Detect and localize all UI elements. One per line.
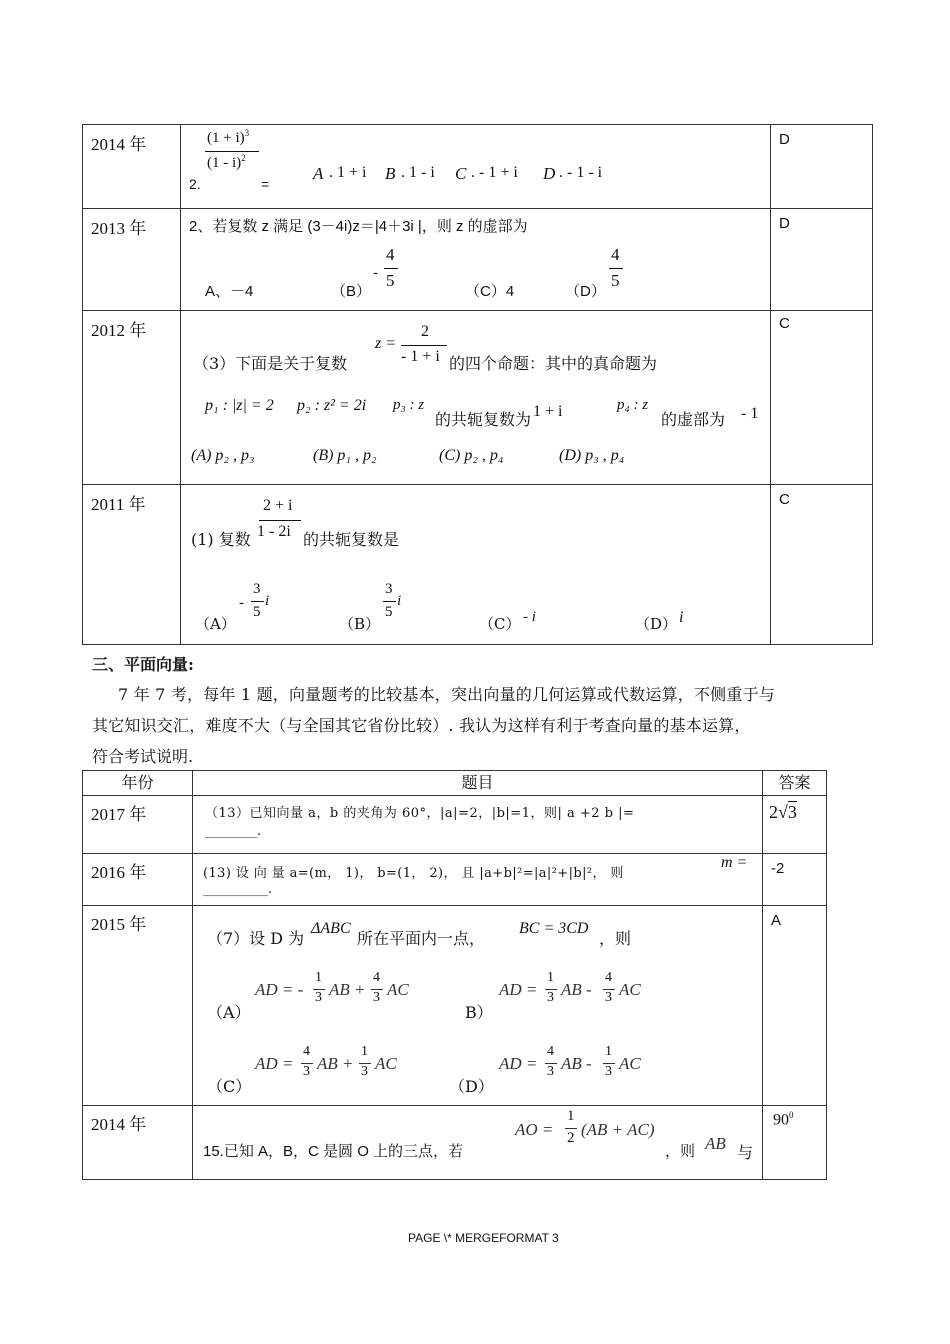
section-paragraph-line-2: 其它知识交汇，难度不大（与全国其它省份比较）. 我认为这样有利于考查向量的基本运算， <box>92 716 751 735</box>
option-d: （D） <box>565 283 606 300</box>
choice-d: (D) p₃ , p₄ <box>559 447 625 464</box>
year-cell: 2013 年 <box>91 219 147 238</box>
question-text: （13）已知向量 a，b 的夹角为 60°，|a|=2，|b|=1，则| a +2 b |= <box>205 806 635 821</box>
answer-cell: C <box>779 491 790 508</box>
section-paragraph-line-3: 符合考试说明. <box>92 747 194 766</box>
year-cell: 2012 年 <box>91 321 147 340</box>
table-row: 2015 年 （7）设 D 为 ΔABC 所在平面内一点， BC = 3CD ，则 （A） AD = - 1 3 AB + 4 3 AC B） AD = 1 3 AB - 4 3 AC （C） AD = 4 3 AB + 1 3 AC （D） AD = 4 3 AB - 1 3 AC A <box>83 906 827 1106</box>
table-row: 2014 年 $(1 + i)^3$ (1 - i)$^2$ 2. = A . 1 + i B . 1 - i C . - 1 + i D . - 1 - i D <box>83 125 873 209</box>
option-c: （C） <box>207 1077 252 1096</box>
page-footer: PAGE \* MERGEFORMAT 3 <box>408 1231 559 1245</box>
year-cell: 2014 年 <box>91 135 147 154</box>
year-cell: 2017 年 <box>91 805 147 824</box>
question-text-pre: （3）下面是关于复数 <box>193 354 348 373</box>
option-b: B） <box>465 1003 493 1022</box>
answer-cell: 2√3 <box>769 802 797 822</box>
section-heading: 三、平面向量: <box>92 655 194 674</box>
option-a: （A） <box>207 1003 251 1022</box>
proposition-p1: p₁ : |z| = 2 <box>205 397 274 414</box>
table-row: 2014 年 15.已知 A，B，C 是圆 O 上的三点，若 AO = 1 2 (AB + AC) ，则 AB 与 $90^0$ <box>83 1106 827 1180</box>
header-answer: 答案 <box>778 773 811 792</box>
option-d: （D） <box>635 615 678 633</box>
table-header-row <box>83 771 827 796</box>
choice-a: (A) p₂ , p₃ <box>191 447 255 464</box>
option-c: （C）4 <box>465 283 515 300</box>
question-text-post: 的共轭复数是 <box>303 530 400 549</box>
vector-table <box>82 770 827 1180</box>
choice-c: (C) p₂ , p₄ <box>439 447 504 464</box>
complex-number-table <box>82 124 873 645</box>
question-text: (13) 设 向 量 a=(m， 1)， b=(1， 2)， 且 |a+b|²=|a|²+|b|²， 则 <box>203 866 624 881</box>
table-row: 2017 年 （13）已知向量 a，b 的夹角为 60°，|a|=2，|b|=1，则| a +2 b |= ________. 2√3 <box>83 796 827 854</box>
question-text: 2、若复数 z 满足 (3－4i)z＝|4＋3i |，则 z 的虚部为 <box>189 218 528 235</box>
header-year: 年份 <box>121 773 154 792</box>
question-text-pre: (1) 复数 <box>191 530 251 549</box>
answer-cell: C <box>779 315 790 332</box>
year-cell: 2011 年 <box>91 495 146 514</box>
choice-b: (B) p₁ , p₂ <box>313 447 377 464</box>
answer-cell: A <box>771 912 782 929</box>
year-cell: 2016 年 <box>91 863 147 882</box>
section-paragraph-line-1: 7 年 7 考，每年 1 题，向量题考的比较基本，突出向量的几何运算或代数运算，不侧重于与 <box>118 685 775 704</box>
option-d: （D） <box>449 1077 494 1096</box>
table-row: 2016 年 (13) 设 向 量 a=(m， 1)， b=(1， 2)， 且 |a+b|²=|a|²+|b|²， 则 m = __________. -2 <box>83 854 827 906</box>
answer-cell: D <box>779 131 790 148</box>
option-a: A、－4 <box>205 283 254 300</box>
table-row: 2013 年 2、若复数 z 满足 (3－4i)z＝|4＋3i |，则 z 的虚部为 A、－4 （B） - 4 5 （C）4 （D） 4 5 D <box>83 209 873 311</box>
year-cell: 2014 年 <box>91 1115 147 1134</box>
question-text: 15.已知 A，B，C 是圆 O 上的三点，若 <box>203 1143 464 1160</box>
answer-cell: -2 <box>771 860 785 877</box>
option-b: （B） <box>339 615 381 633</box>
proposition-p4: p₄ : z <box>617 397 649 413</box>
header-question: 题目 <box>461 773 494 792</box>
question-text-post: 的四个命题：其中的真命题为 <box>449 354 658 373</box>
table-row: 2011 年 2 + i 1 - 2i (1) 复数 的共轭复数是 （A） - 3 5 i （B） 3 5 i （C） - i （D） i C <box>83 485 873 645</box>
table-row: 2012 年 z = 2 - 1 + i （3）下面是关于复数 的四个命题：其中的真命题为 p₁ : |z| = 2 p₂ : z² = 2i p₃ : z 的共轭复数为 1 + i p₄ : z 的虚部为 - 1 (A) p₂ , p₃ (B) p₁ , p₂ (C) p₂ , p₄ (D) p₃ , p₄ C <box>83 311 873 485</box>
year-cell: 2015 年 <box>91 915 147 934</box>
option-c: （C） <box>479 615 521 633</box>
proposition-p2: p₂ : z² = 2i <box>297 397 367 414</box>
proposition-p3: p₃ : z <box>393 397 425 413</box>
option-b: （B） <box>331 283 372 300</box>
answer-cell: $90^0$ <box>773 1110 794 1129</box>
answer-cell: D <box>779 215 790 232</box>
question-text: （7）设 D 为 <box>207 929 305 948</box>
option-a: （A） <box>195 615 236 633</box>
